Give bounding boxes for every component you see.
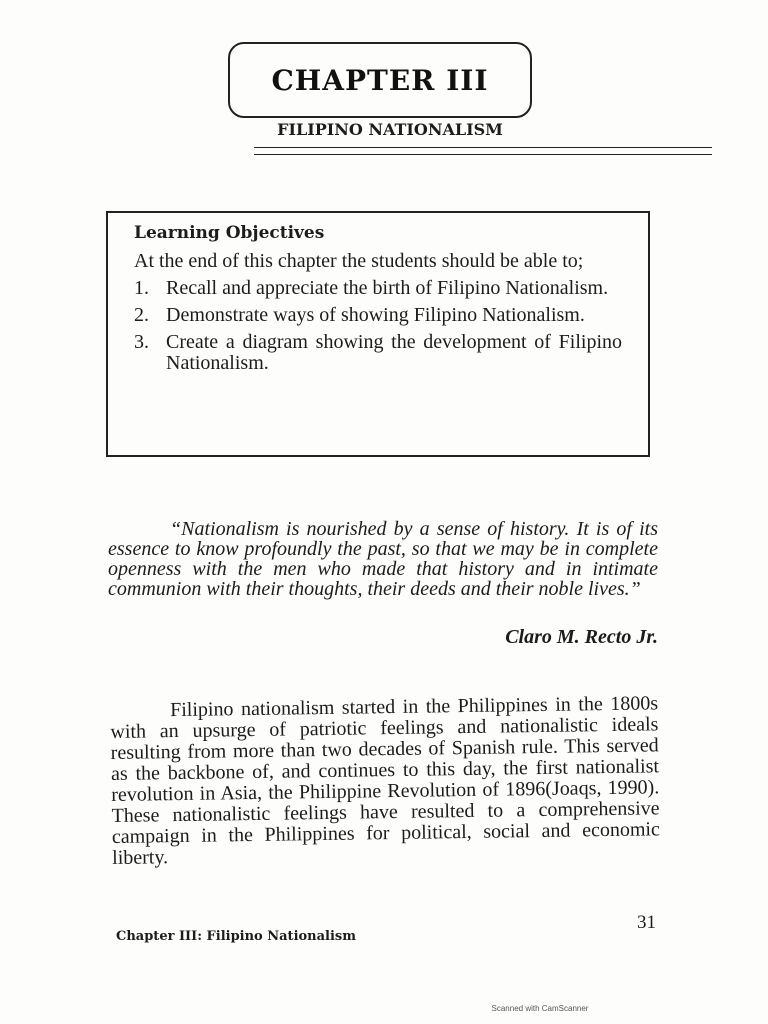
learning-objectives-box <box>106 211 650 457</box>
learning-objectives-intro: At the end of this chapter the students should be able to; <box>134 250 584 272</box>
epigraph-quote: “Nationalism is nourished by a sense of history. It is of its essence to know profoundly the past, so that we may be in complete openness with the men who made that history and in intimate communion with their thoughts, their deeds and their noble lives.” <box>108 518 658 600</box>
objective-number: 3. <box>134 331 149 353</box>
page-number: 31 <box>637 912 656 933</box>
body-paragraph: Filipino nationalism started in the Philippines in the 1800s with an upsurge of patriotic feelings and nationalistic ideals resulting from more than two decades of Spanish rule. This served as the backbone of, and continues to this day, the first nationalist revolution in Asia, the Philippine Revolution of 1896(Joaqs, 1990). These nationalistic feelings have resulted to a comprehensive campaign in the Philippines for political, social and economic liberty. <box>110 692 660 869</box>
running-footer: Chapter III: Filipino Nationalism <box>116 929 356 944</box>
chapter-title: CHAPTER III <box>271 63 489 97</box>
objective-item <box>134 305 622 326</box>
objective-text: Create a diagram showing the development of Filipino Nationalism. <box>166 331 622 374</box>
chapter-subtitle: FILIPINO NATIONALISM <box>277 120 503 139</box>
objective-number: 1. <box>134 277 149 299</box>
objective-number: 2. <box>134 304 149 326</box>
chapter-title-box <box>228 42 532 118</box>
objective-item <box>134 332 622 374</box>
objective-item <box>134 278 622 299</box>
subtitle-double-rule <box>254 147 712 155</box>
scanner-watermark: Scanned with CamScanner <box>491 1004 589 1013</box>
learning-objectives-heading: Learning Objectives <box>134 223 325 243</box>
learning-objectives-list <box>134 278 622 374</box>
objective-text: Demonstrate ways of showing Filipino Nationalism. <box>166 304 585 326</box>
quote-author: Claro M. Recto Jr. <box>505 626 658 648</box>
objective-text: Recall and appreciate the birth of Filipino Nationalism. <box>166 277 609 299</box>
